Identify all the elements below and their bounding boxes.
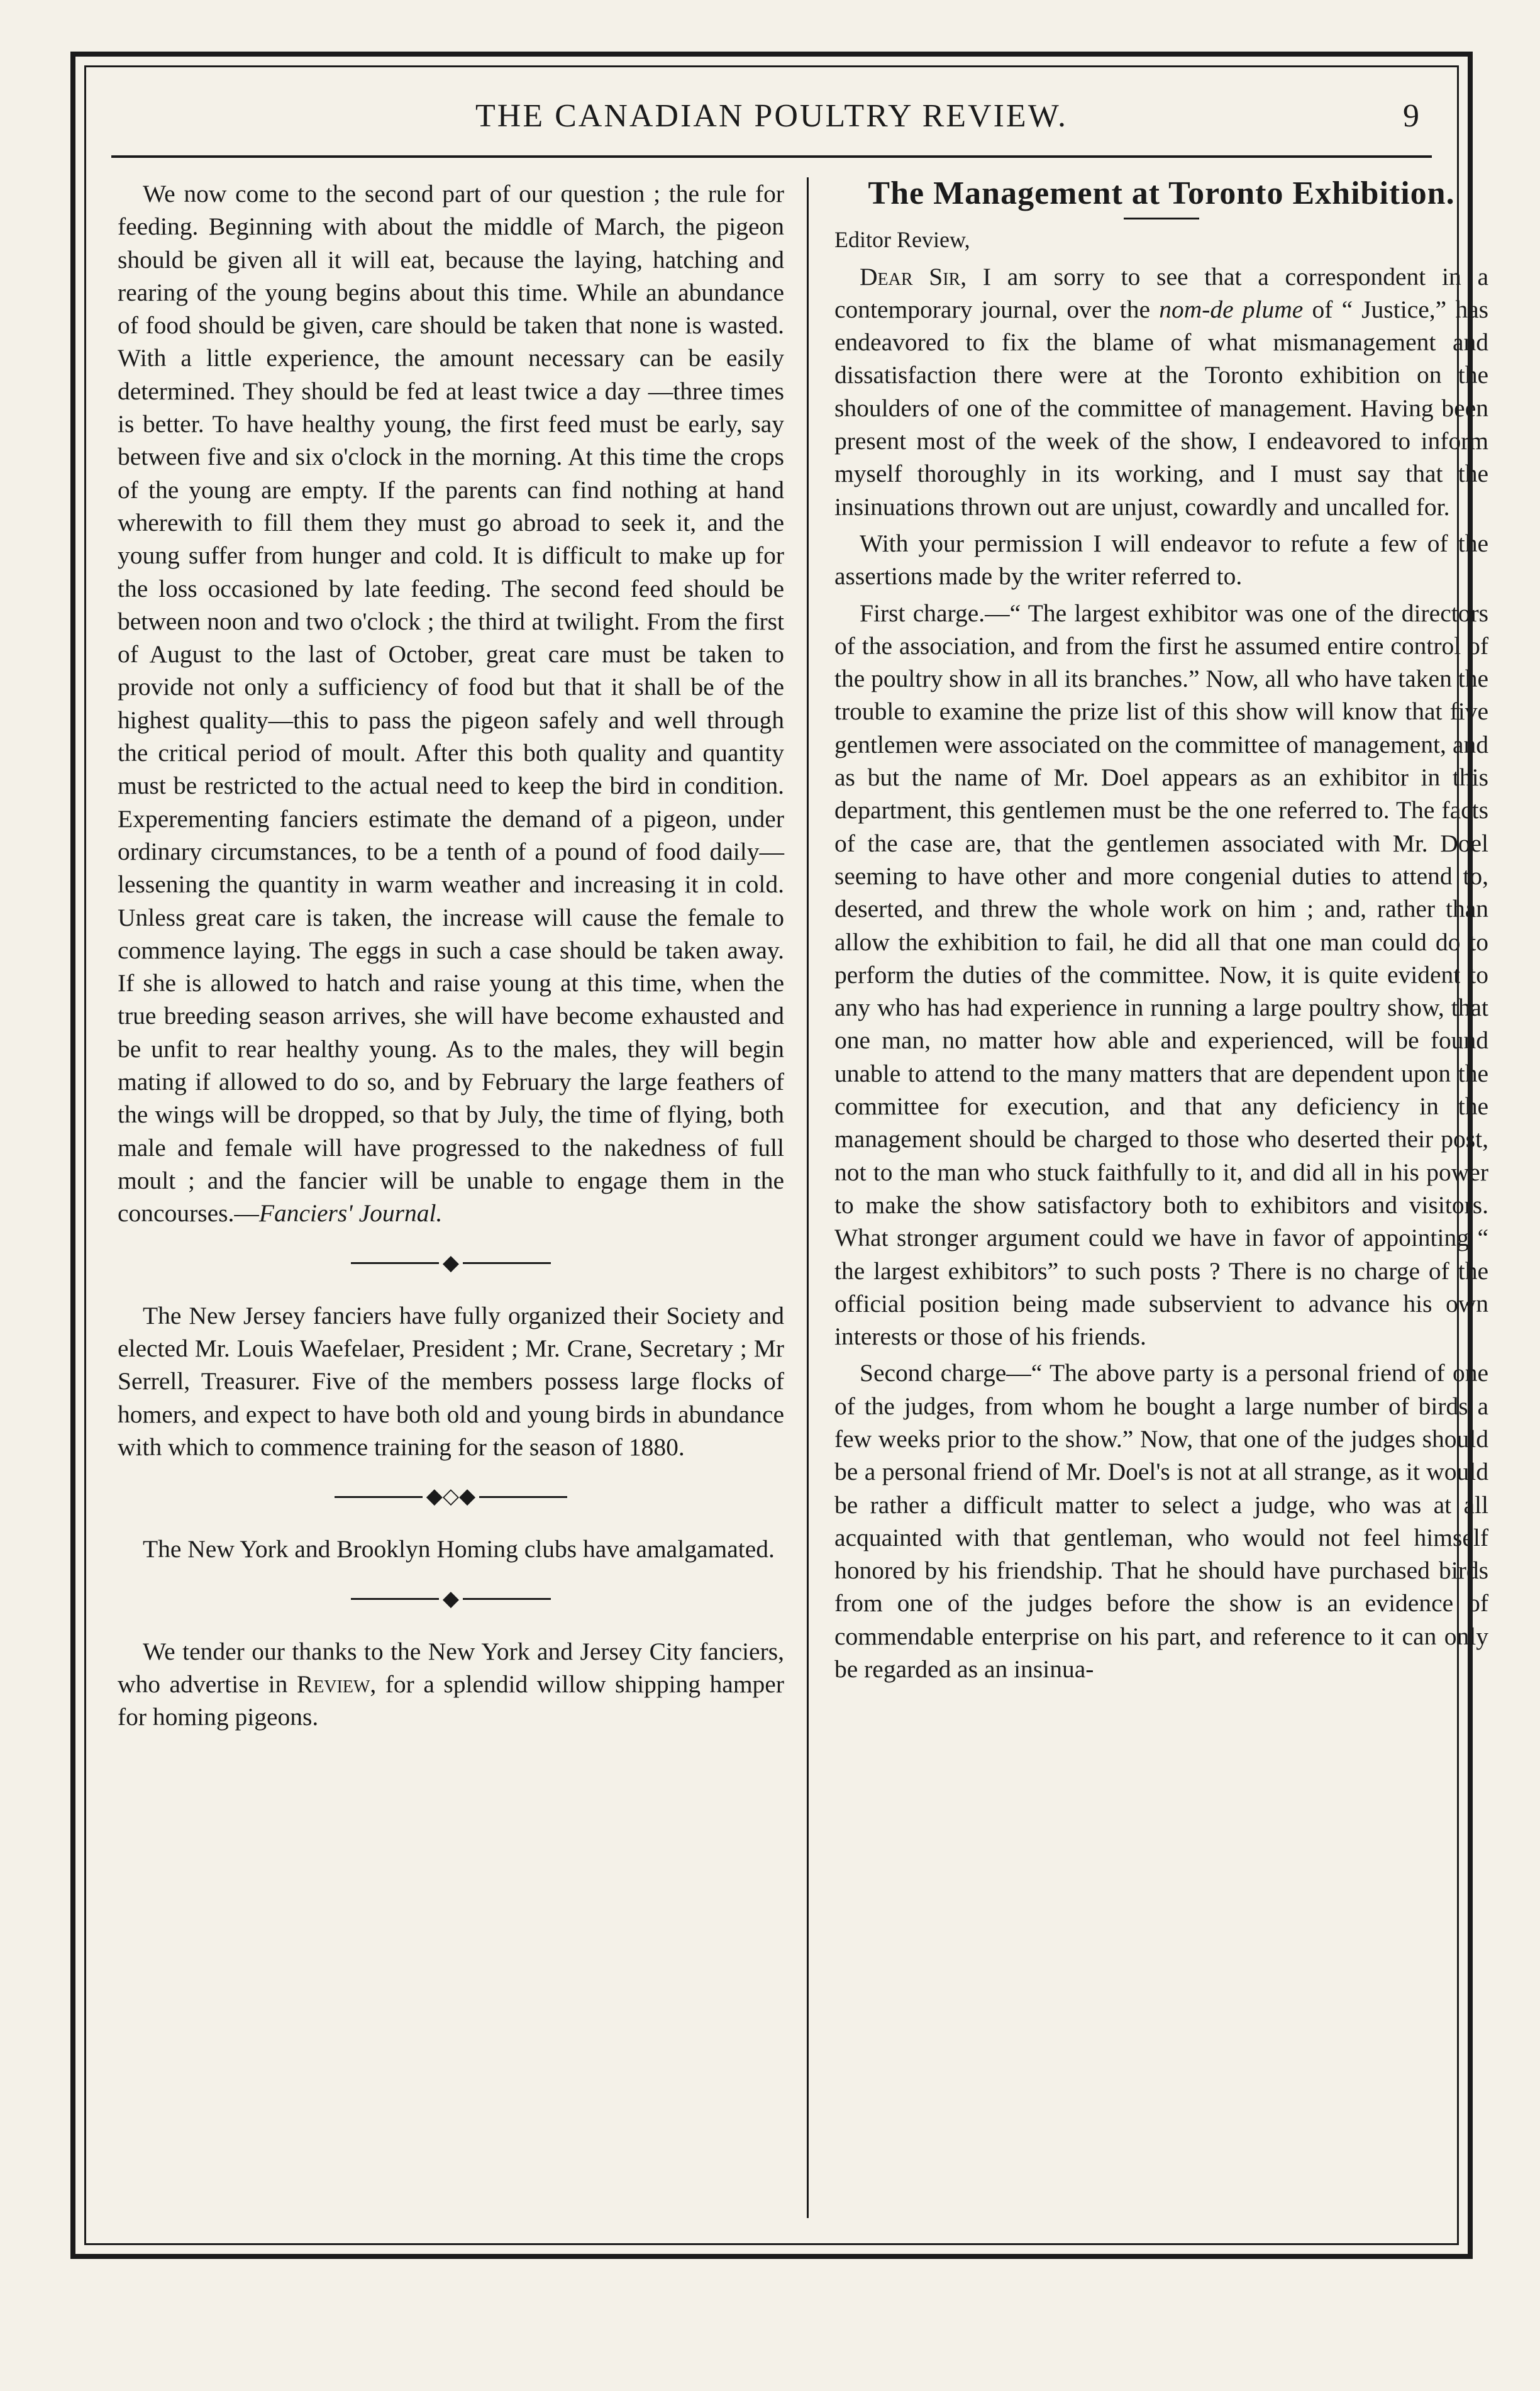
column-divider: [807, 177, 809, 2218]
news-item-homing-clubs: The New York and Brooklyn Homing clubs have amalgamated.: [143, 1535, 775, 1563]
letter-paragraph-3: First charge.—“ The largest exhibitor was one of the directors of the association, and from the first he assumed entire control of the poultry show in all its branches.” Now, all who have taken the trouble to examine the prize list of this show will know that five gentlemen were associated on the committee of management, and as but the name of Mr. Doel appears as an exhibitor in this department, this gentlemen must be the one referred to. The facts of the case are, that the gentlemen associated with Mr. Doel seeming to have other and more congenial duties to attend to, deserted, and threw the whole work on him ; and, rather than allow the exhibition to fail, he did all that one man could do to perform the duties of the committee. Now, it is quite evident to any who has had experience in running a large poultry show, that one man, no matter how able and experienced, will be found unable to attend to the many matters that are dependent upon the committee for execution, and that any deficiency in the management should be charged to those who deserted their post, not to the man who stuck faithfully to it, and did all in his power to make the show satisfactory both to exhibitors and visitors. What stronger argument could we have in favor of appointing “ the largest exhibitors” to such posts ? There is no charge of the official position being made subservient to advance his own interests or those of his friends.: [834, 599, 1488, 1351]
letter-text: , I am sorry to see that a correspondent in a contemporary journal, over the: [834, 262, 1488, 323]
letter-paragraph-2: With your permission I will endeavor to refute a few of the assertions made by the writer referred to.: [834, 529, 1488, 591]
separator-ornament: ◆: [118, 1251, 784, 1274]
left-column: [118, 177, 784, 2218]
news-item-new-jersey: The New Jersey fanciers have fully organized their Society and elected Mr. Louis Waefelaer, President ; Mr. Crane, Secretary ; Mr Serrell, Treasurer. Five of the members possess large flocks of homers, and expect to have both old and young birds in abundance with which to commence training for the season of 1880.: [118, 1301, 784, 1461]
separator-ornament: ◆: [118, 1587, 784, 1610]
page-border: [70, 52, 1488, 2259]
article-paragraph: [118, 177, 784, 1230]
separator-ornament: ◆◇◆: [118, 1485, 784, 1507]
letter-paragraph-4: Second charge—“ The above party is a personal friend of one of the judges, from whom he bought a large number of birds a few weeks prior to the show.” Now, that one of the judges should be a personal friend of Mr. Doel's is not at all strange, as it would be rather a difficult matter to select a judge, who was at all acquainted with that gentleman, who would not feel himself honored by his friendship. That he should have purchased birds from one of the judges before the show is an evidence of commendable enterprise on his part, and reference to it can only be regarded as an insinua-: [834, 1359, 1488, 1684]
letter-text: of “ Justice,” has endeavored to fix the blame of what mismanagement and dissatisfaction there were at the Toronto exhibition on the shoulders of one of the committee of management. Having been present most of the week of the show, I endeavored to inform myself thoroughly in its working, and I must say that the insinuations thrown out are unjust, cowardly and uncalled for.: [834, 295, 1488, 521]
dear-sir: Dear Sir: [860, 262, 961, 291]
feeding-text: We now come to the second part of our question ; the rule for feeding. Beginning with about the middle of March, the pigeon should be given all it will eat, because the laying, hatching and rearing of the young begins about this time. While an abundance of food should be given, care should be taken that none is wasted. With a little experience, the amount necessary can be easily determined. They should be fed at least twice a day —three times is better. To have healthy young, the first feed must be early, say between five and six o'clock in the morning. At this time the crops of the young are empty. If the parents can find nothing at hand wherewith to fill them they must go abroad to seek it, and the young suffer from hunger and cold. It is difficult to make up for the loss occasioned by late feeding. The second feed should be between noon and two o'clock ; the third at twilight. From the first of August to the last of October, great care must be taken to provide not only a sufficiency of food but that it shall be of the highest quality—this to pass the pigeon safely and well through the critical period of moult. After this both quality and quantity must be restricted to the actual need to keep the bird in condition. Experementing fanciers estimate the demand of a pigeon, under ordinary circumstances, to be a tenth of a pound of food daily—lessening the quantity in warm weather and increasing it in cold. Unless great care is taken, the increase will cause the female to commence laying. The eggs in such a case should be taken away. If she is allowed to hatch and raise young at this time, when the true breeding season arrives, she will have become exhausted and be unfit to rear healthy young. As to the males, they will begin mating if allowed to do so, and by February the large feathers of the wings will be dropped, so that by July, the time of flying, both male and female will have progressed to the nakedness of full moult ; and the fancier will be unable to engage them in the concourses.—: [118, 180, 784, 1228]
letter-paragraph-1: [834, 260, 1488, 523]
nom-de-plume: nom-de plume: [1159, 295, 1304, 323]
thanks-text-start: We tender our thanks to the New York and Jersey City fanciers, who advertise in: [118, 1637, 784, 1699]
review-name: Review: [296, 1670, 370, 1699]
article-heading: The Management at Toronto Exhibition.: [868, 175, 1455, 211]
right-column: [834, 177, 1488, 2218]
page-header: [111, 86, 1432, 158]
page-number: 9: [1403, 98, 1419, 134]
article-source: Fanciers' Journal.: [258, 1199, 443, 1228]
heading-rule: [1124, 218, 1199, 219]
inner-border: [84, 65, 1488, 2245]
salutation: Editor Review,: [834, 227, 970, 253]
running-title: THE CANADIAN POULTRY REVIEW.: [475, 98, 1068, 134]
news-item-thanks: [118, 1635, 784, 1734]
thanks-text-end: , for a splendid willow shipping hamper for homing pigeons.: [118, 1670, 784, 1731]
